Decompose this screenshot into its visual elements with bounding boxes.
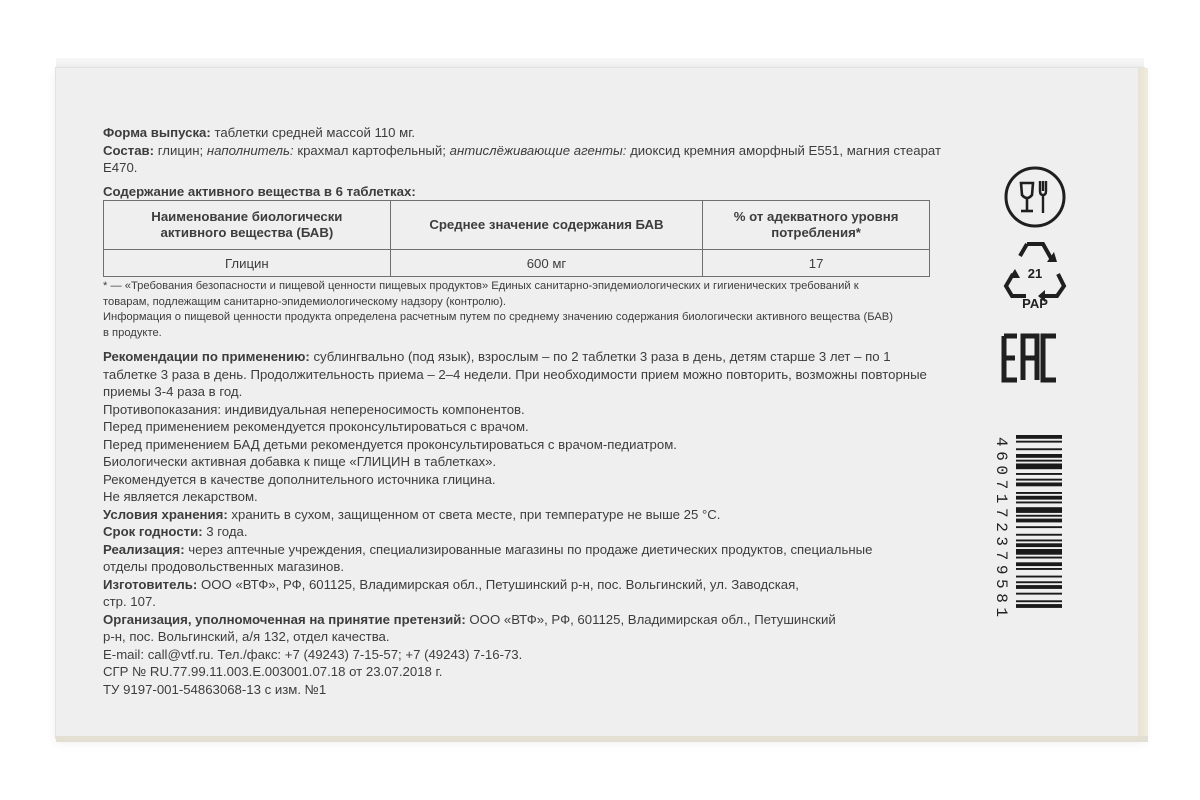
text-line: Биологически активная добавка к пище «ГЛИЦИН в таблетках». [103,454,497,469]
maker-label: Изготовитель: [103,576,198,592]
barcode-bar [1016,464,1062,470]
content-title-block [103,183,945,201]
recycle-icon [1000,236,1070,321]
claims-text: ООО «ВТФ», РФ, 601125, Владимирская обл., Петушинский р-н, пос. Вольгинский, а/я 132, отдел качества. [103,611,836,644]
sgr-line: СГР № RU.77.99.11.003.Е.003001.07.18 от 23.07.2018 г. [103,664,443,679]
recycle-code: 21 [1027,266,1043,281]
recommend-line [103,348,933,401]
sale-label: Реализация: [103,541,185,557]
text-line: Не является лекарством. [103,489,258,504]
barcode-bar [1016,454,1062,458]
text-line: Перед применением рекомендуется проконсультироваться с врачом. [103,419,529,434]
notes-block [103,279,893,341]
shelf-text: 3 года. [202,524,248,539]
table-header: % от адекватного уровня потребления* [703,201,930,250]
barcode-bar [1016,543,1062,547]
content-title: Содержание активного вещества в 6 таблетках: [103,184,416,199]
barcode-bar [1016,576,1062,578]
recommend-label: Рекомендации по применению: [103,349,310,364]
barcode-bar [1016,460,1062,462]
composition-italic-1: наполнитель: [206,142,294,158]
barcode-bar [1016,526,1062,528]
shelf-life-line [103,523,933,541]
barcode-bar [1016,600,1062,602]
table-header: Среднее значение содержания БАВ [390,201,702,250]
form-text: таблетки средней массой 110 мг. [210,125,416,140]
form-line [103,124,945,142]
claims-line [103,611,848,646]
sale-text: через аптечные учреждения, специализированные магазины по продаже диетических продуктов, специальные отделы продовольственных магазинов. [103,541,873,574]
barcode-bar [1016,507,1062,513]
barcode-bar [1016,519,1062,523]
table-cell: 17 [703,250,930,277]
table-cell: 600 мг [390,250,702,277]
storage-label: Условия хранения: [103,506,228,522]
barcode-bar [1016,585,1062,589]
text-line: Рекомендуется в качестве дополнительного источника глицина. [103,471,496,487]
barcode [1016,435,1062,655]
table-header: Наименование биологически активного вещества (БАВ) [104,201,391,250]
barcode-bar [1016,568,1062,570]
maker-text: ООО «ВТФ», РФ, 601125, Владимирская обл., Петушинский р-н, пос. Вольгинский, ул. Заводская, стр. 107. [103,576,799,609]
maker-line [103,576,803,611]
sale-line [103,541,913,576]
barcode-bar [1016,581,1062,583]
shelf-label: Срок годности: [103,524,203,539]
barcode-bar [1016,441,1062,443]
storage-text: хранить в сухом, защищенном от света месте, при температуре не выше 25 °С. [227,506,721,522]
form-label: Форма выпуска: [103,125,211,140]
barcode-bar [1016,435,1062,439]
barcode-bar [1016,473,1062,475]
footnote: * — «Требования безопасности и пищевой ценности пищевых продуктов» Единых санитарно-эпидемиологических и гигиенических требований к товарам, подлежащим санитарно-эпидемиологическому надзору (контролю). [103,280,859,308]
composition-italic-2: антислёживающие агенты: [449,142,627,158]
barcode-bar [1016,604,1062,608]
contact-line: E-mail: call@vtf.ru. Тел./факс: +7 (49243) 7-15-57; +7 (49243) 7-16-73. [103,646,523,662]
recycle-label: PAP [1022,296,1048,311]
composition-label: Состав: [103,142,155,158]
table-header-row [104,201,930,250]
barcode-bar [1016,448,1062,450]
storage-line [103,506,933,524]
barcode-bar [1016,540,1062,542]
package-bottom-edge [56,736,1148,742]
barcode-bar [1016,515,1062,517]
barcode-bar [1016,483,1062,487]
table-cell: Глицин [104,250,391,277]
barcode-bar [1016,492,1062,494]
nutrition-info: Информация о пищевой ценности продукта определена расчетным путем по среднему значению содержания биологически активного вещества (БАВ) в продукте. [103,311,893,339]
eac-icon [1001,333,1061,388]
barcode-bar [1016,534,1062,536]
barcode-bar [1016,549,1062,555]
composition-text-3: диоксид кремния аморфный Е551, магния стеарат Е470. [103,142,942,175]
barcode-bar [1016,502,1062,504]
barcode-bar [1016,593,1062,595]
table-row [104,250,930,277]
main-text-block [103,348,933,698]
package-right-edge [1138,68,1148,738]
composition-line [103,142,941,177]
food-contact-icon [1003,165,1067,234]
barcode-bar [1016,479,1062,481]
composition-text-1: глицин; [154,142,207,158]
barcode-bar [1016,562,1062,566]
composition-text-2: крахмал картофельный; [293,142,450,158]
barcode-bar [1016,557,1062,559]
recommend-text: сублингвально (под язык), взрослым – по 2 таблетки 3 раза в день, детям старше 3 лет – по 1 таблетке 3 раза в день. Продолжительность приема – 2–4 недели. При необходимости прием можно повторить, возможны повторные приемы 3-4 раза в год. [103,349,927,399]
active-substance-table [103,200,930,277]
text-line: Перед применением БАД детьми рекомендуется проконсультироваться с врачом-педиатром. [103,436,677,452]
form-composition-block [103,124,945,177]
tu-line: ТУ 9197-001-54863068-13 с изм. №1 [103,681,327,697]
barcode-bar [1016,496,1062,500]
claims-label: Организация, уполномоченная на принятие претензий: [103,611,466,627]
barcode-digits: 4607172379581 [992,437,1010,622]
contraindications: Противопоказания: индивидуальная непереносимость компонентов. [103,401,525,417]
